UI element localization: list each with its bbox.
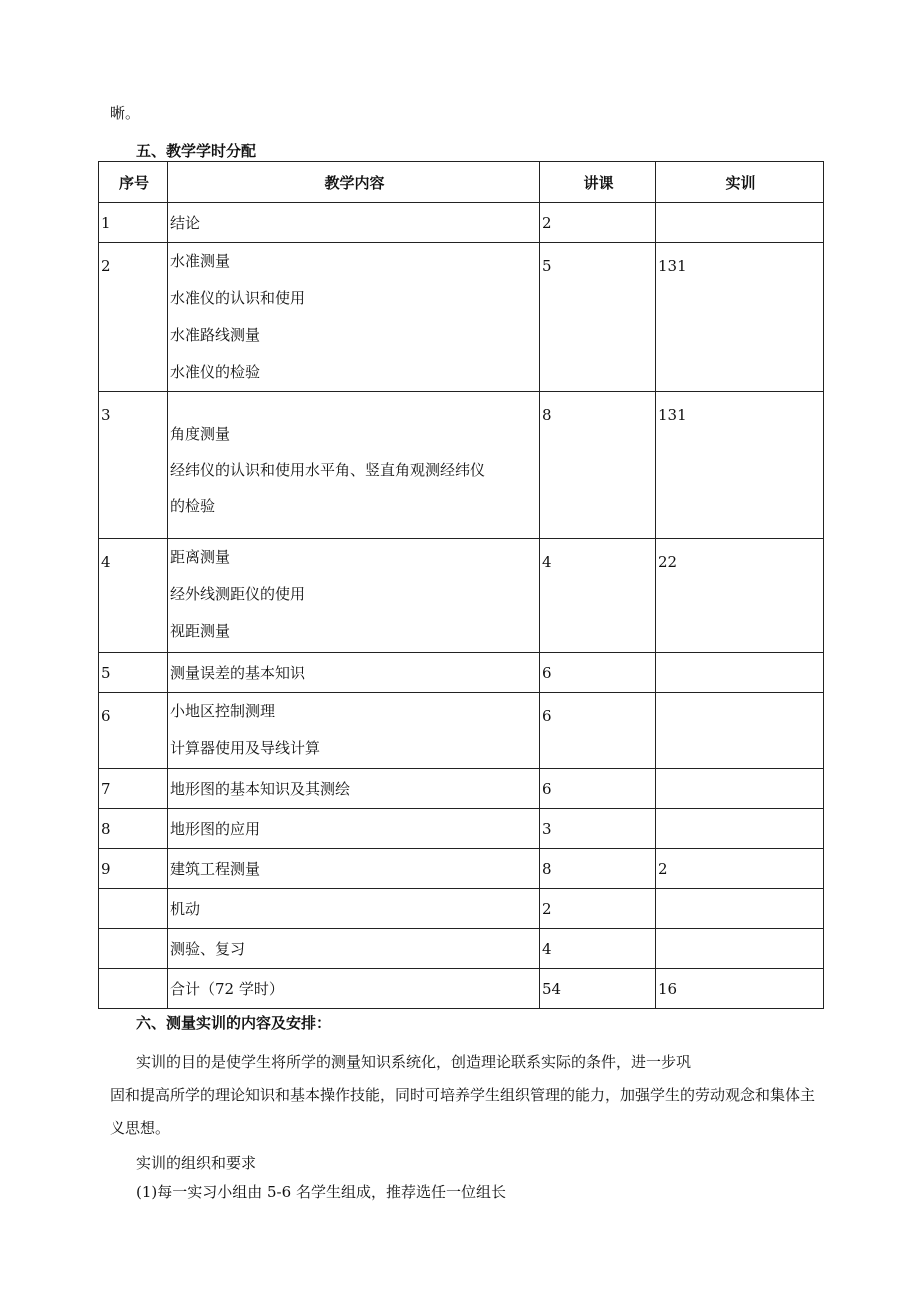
- section-heading-practice: 六、测量实训的内容及安排：: [136, 1014, 332, 1032]
- row-practice: [658, 693, 823, 707]
- table-row: [99, 929, 824, 969]
- teaching-hours-table: [98, 161, 824, 1009]
- row-content: 建筑工程测量: [170, 860, 261, 878]
- row-content: 测验、复习: [170, 940, 246, 958]
- table-row: [99, 809, 824, 849]
- table-row: [99, 889, 824, 929]
- row-content: 机动: [170, 900, 201, 918]
- row-content-line: 角度测量: [170, 425, 231, 443]
- row-practice: [658, 809, 823, 820]
- row-practice: [658, 929, 823, 940]
- row-lecture: 3: [542, 820, 552, 838]
- table-row: [99, 539, 824, 653]
- row-number: [101, 929, 167, 940]
- table-row: [99, 653, 824, 693]
- paragraph-line-1: 实训的目的是使学生将所学的测量知识系统化，创造理论联系实际的条件，进一步巩: [136, 1053, 692, 1071]
- row-content-line: 经纬仪的认识和使用水平角、竖直角观测经纬仪: [170, 461, 486, 479]
- row-lecture: 8: [542, 860, 552, 878]
- row-lecture: 6: [542, 707, 552, 725]
- row-content-line: 视距测量: [170, 622, 231, 640]
- header-lecture: 讲课: [540, 162, 656, 203]
- row-content-line: 水准路线测量: [170, 326, 261, 344]
- table-row: [99, 203, 824, 243]
- row-number: 3: [101, 406, 111, 424]
- table-header-row: [99, 162, 824, 203]
- table-row: [99, 769, 824, 809]
- row-number: 2: [101, 257, 111, 275]
- practice-purpose-paragraph: [110, 1046, 825, 1145]
- row-practice: [658, 203, 823, 214]
- row-practice: [658, 889, 823, 900]
- row-number: 7: [101, 780, 111, 798]
- row-content: 地形图的基本知识及其测绘: [170, 780, 351, 798]
- row-content-line: 水准仪的检验: [170, 363, 261, 381]
- row-content: 测量误差的基本知识: [170, 664, 306, 682]
- organization-heading: 实训的组织和要求: [136, 1154, 257, 1172]
- row-content-line: 经外线测距仪的使用: [170, 585, 306, 603]
- row-content-line: 水准仪的认识和使用: [170, 289, 306, 307]
- row-lecture: 5: [542, 257, 552, 275]
- row-lecture: 8: [542, 406, 552, 424]
- header-practice: 实训: [656, 162, 824, 203]
- table-row: [99, 392, 824, 539]
- row-practice: [658, 653, 823, 664]
- requirement-item: (1)每一实习小组由 5-6 名学生组成，推荐选任一位组长: [136, 1183, 506, 1201]
- row-content-line: 的检验: [170, 497, 216, 515]
- row-number: 8: [101, 820, 111, 838]
- row-lecture: 6: [542, 664, 552, 682]
- row-number: 6: [101, 707, 111, 725]
- row-number: 1: [101, 214, 111, 232]
- row-practice: 16: [658, 980, 678, 998]
- row-practice: 2: [658, 860, 668, 878]
- row-practice: 131: [658, 257, 687, 275]
- table-row: [99, 243, 824, 392]
- row-content-line: 计算器使用及导线计算: [170, 739, 321, 757]
- row-lecture: 4: [542, 940, 552, 958]
- row-content-line: 水准测量: [170, 252, 231, 270]
- row-number: 5: [101, 664, 111, 682]
- row-number: [101, 889, 167, 900]
- row-lecture: 4: [542, 553, 552, 571]
- row-practice: [658, 769, 823, 780]
- table-row: [99, 849, 824, 889]
- paragraph-rest: 固和提高所学的理论知识和基本操作技能，同时可培养学生组织管理的能力，加强学生的劳动观念和集体主义思想。: [110, 1086, 816, 1137]
- row-number: 4: [101, 553, 111, 571]
- row-lecture: 54: [542, 980, 562, 998]
- row-content-line: [170, 392, 539, 416]
- row-content: 地形图的应用: [170, 820, 261, 838]
- section-heading-schedule: 五、教学学时分配: [136, 142, 257, 160]
- row-content: 结论: [170, 214, 201, 232]
- table-row: [99, 693, 824, 769]
- row-lecture: 2: [542, 214, 552, 232]
- row-practice: 22: [658, 553, 678, 571]
- row-content-line: 距离测量: [170, 548, 231, 566]
- row-number: [101, 969, 167, 980]
- row-practice: 131: [658, 406, 687, 424]
- table-total-row: [99, 969, 824, 1009]
- row-lecture: 6: [542, 780, 552, 798]
- header-number: 序号: [99, 162, 168, 203]
- row-lecture: 2: [542, 900, 552, 918]
- row-content-line: 小地区控制测理: [170, 702, 276, 720]
- header-content: 教学内容: [168, 162, 540, 203]
- row-number: 9: [101, 860, 111, 878]
- row-content: 合计（72 学时）: [170, 980, 284, 998]
- intro-text: 晰。: [110, 104, 141, 122]
